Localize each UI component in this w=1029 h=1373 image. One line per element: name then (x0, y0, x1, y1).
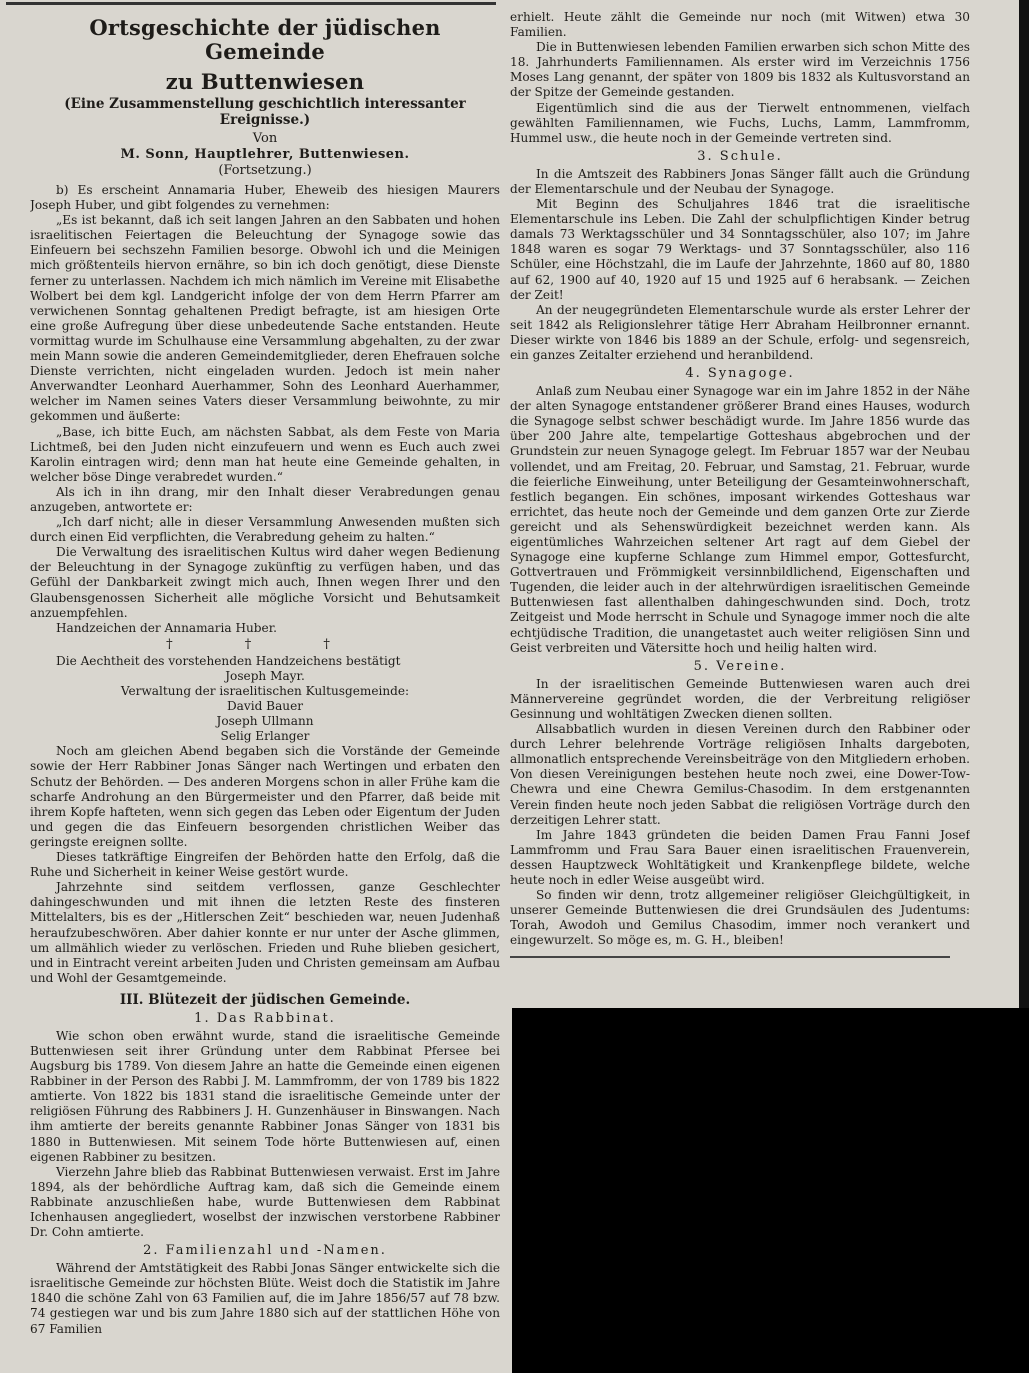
paragraph: In der israelitischen Gemeinde Buttenwiesen waren auch drei Männervereine gegründet worden, die der Verbreitung religiöser Gesinnung und wohltätigen Zwecken dienen sollten. (510, 676, 970, 721)
paragraph: Wie schon oben erwähnt wurde, stand die israelitische Gemeinde Buttenwiesen seit ihrer Gründung unter dem Rabbinat Pfersee bei Augsburg bis 1789. Von diesem Jahre an hatte die Gemeinde einen eigenen Rabbiner in der Person des Rabbi J. M. Lammfromm, der von 1789 bis 1822 amtierte. Von 1822 bis 1831 stand die israelitische Gemeinde unter der religiösen Führung des Rabbiners J. H. Gunzenhäuser in Binswangen. Nach ihm amtierte der bereits genannte Rabbiner Jonas Sänger von 1831 bis 1880 in Buttenwiesen. Mit seinem Tode hörte Buttenwiesen auf, einen eigenen Rabbiner zu besitzen. (30, 1028, 500, 1164)
paragraph: Die Verwaltung des israelitischen Kultus wird daher wegen Bedienung der Beleuchtung in der Synagoge zukünftig zu verfügen haben, und das Gefühl der Dankbarkeit zwingt mich auch, Ihnen wegen Ihrer und den Glaubensgenossen Sicherheit alle mögliche Vorsicht und Behutsamkeit anzuempfehlen. (30, 545, 500, 620)
paragraph: erhielt. Heute zählt die Gemeinde nur noch (mit Witwen) etwa 30 Familien. (510, 10, 970, 40)
paragraph: Während der Amtstätigkeit des Rabbi Jonas Sänger entwickelte sich die israelitische Gemeinde zur höchsten Blüte. Weist doch die Statistik im Jahre 1840 die schöne Zahl von 63 Familien auf, die im Jahre 1856/57 auf 78 bzw. 74 gestiegen war und bis zum Jahre 1880 sich auf der stattlichen Höhe von 67 Familien (30, 1261, 500, 1336)
paragraph: „Base, ich bitte Euch, am nächsten Sabbat, als dem Feste von Maria Lichtmeß, bei den Juden nicht einzufeuern und wenn es Euch auch zwei Karolin eintragen wird; denn man hat heute eine Gemeinde gehalten, in welcher böse Dinge verabredet wurden.“ (30, 424, 500, 484)
byline-von: Von (252, 131, 278, 146)
paragraph: „Ich darf nicht; alle in dieser Versammlung Anwesenden mußten sich durch einen Eid verpflichten, die Verabredung geheim zu halten.“ (30, 515, 500, 545)
subsection-heading: 5. Vereine. (693, 658, 787, 674)
paragraph: Noch am gleichen Abend begaben sich die Vorstände der Gemeinde sowie der Herr Rabbiner Jonas Sänger nach Wertingen und erbaten den Schutz der Behörden. — Des anderen Morgens schon in aller Frühe kam die scharfe Androhung an den Bürgermeister und den Pfarrer, daß beide mit ihrem Kopfe hafteten, wenn sich gegen das Leben oder Eigentum der Juden und gegen die das Einfeuern besorgenden christlichen Weiber das geringste ereignen sollte. (30, 744, 500, 849)
paragraph: „Es ist bekannt, daß ich seit langen Jahren an den Sabbaten und hohen israelitischen Feiertagen die Beleuchtung der Synagoge sowie das Einfeuern bei sechszehn Familien besorge. Obwohl ich und die Meinigen mich größtenteils hiervon ernähre, so bin ich doch genötigt, diese Dienste ferner zu unterlassen. Nachdem ich mich nämlich im Vereine mit Elisabethe Wolbert bei dem kgl. Landgericht infolge der von dem Herrn Pfarrer am verwichenen Sonntag gehaltenen Predigt befragte, ist am hiesigen Orte eine große Aufregung über diese unbedeutende Sache entstanden. Heute vormittag wurde im Schulhause eine Versammlung abgehalten, zu der zwar mein Mann sowie die anderen Gemeindemitglieder, deren Ehefrauen solche Dienste verrichten, nicht eingeladen wurden. Jedoch ist mein naher Anverwandter Leonhard Auerhammer, Sohn des Leonhard Auerhammer, welcher im Namen seines Vaters dieser Versammlung beiwohnte, zu mir gekommen und äußerte: (30, 213, 500, 424)
paragraph: Anlaß zum Neubau einer Synagoge war ein im Jahre 1852 in der Nähe der alten Synagoge entstandener größerer Brand eines Hauses, wodurch die Synagoge selbst schwer beschädigt wurde. Im Jahre 1856 wurde das über 200 Jahre alte, tempelartige Gotteshaus abgebrochen und der Grundstein zur neuen Synagoge gelegt. Im Februar 1857 war der Neubau vollendet, und am Freitag, 20. Februar, und Samstag, 21. Februar, wurde die feierliche Einweihung, unter Beteiligung der Gesamteinwohnerschaft, festlich begangen. Ein schönes, imposant wirkendes Gotteshaus war errichtet, das heute noch der Gemeinde und dem ganzen Orte zur Zierde gereicht und als Sehenswürdigkeit bezeichnet werden kann. Als eigentümliches Wahrzeichen seltener Art ragt auf dem Giebel der Synagoge eine kupferne Schlange zum Himmel empor, Gottesfurcht, Gottvertrauen und Frömmigkeit versinnbildlichend, Eigenschaften und Tugenden, die leider auch in der altehrwürdigen israelitischen Gemeinde Buttenwiesen fast allenthalben dahingeschwunden sind. Doch, trotz Zeitgeist und Mode herrscht in Schule und Synagoge immer noch die alte echtjüdische Tradition, die unangetastet auch weiter religiösen Sinn und Geist verbreiten und Vätersitte hoch und heilig halten wird. (510, 384, 970, 655)
paragraph: Die in Buttenwiesen lebenden Familien erwarben sich schon Mitte des 18. Jahrhunderts Familiennamen. Als erster wird im Verzeichnis 1756 Moses Lang genannt, der später von 1809 bis 1832 als Kultusvorstand an der Spitze der Gemeinde gestanden. (510, 40, 970, 100)
paragraph: In die Amtszeit des Rabbiners Jonas Sänger fällt auch die Gründung der Elementarschule und der Neubau der Synagoge. (510, 166, 970, 196)
article-subtitle: (Eine Zusammenstellung geschichtlich interessanter Ereignisse.) (64, 96, 466, 128)
right-column (510, 10, 970, 1000)
paragraph: Eigentümlich sind die aus der Tierwelt entnommenen, vielfach gewählten Familiennamen, wie Fuchs, Luchs, Lamm, Lammfromm, Hummel usw., die heute noch in der Gemeinde vertreten sind. (510, 100, 970, 145)
top-rule (6, 2, 496, 5)
section-heading: III. Blütezeit der jüdischen Gemeinde. (119, 991, 411, 1008)
paragraph: Dieses tatkräftige Eingreifen der Behörden hatte den Erfolg, daß die Ruhe und Sicherheit in keiner Weise gestört wurde. (30, 850, 500, 880)
continuation-note: (Fortsetzung.) (218, 163, 312, 178)
article-title-line2: zu Buttenwiesen (165, 69, 365, 94)
end-rule (510, 956, 950, 958)
paragraph: b) Es erscheint Annamaria Huber, Eheweib des hiesigen Maurers Joseph Huber, und gibt folgendes zu vernehmen: (30, 183, 500, 213)
paragraph: Allsabbatlich wurden in diesen Vereinen durch den Rabbiner oder durch Lehrer belehrende Vorträge religiösen Inhalts dargeboten, allmonatlich entsprechende Vereinsbeiträge von den Mitgliedern erhoben. Von diesen Vereinigungen bestehen heute noch zwei, eine Dower-Tow-Chewra und eine Chewra Gemilus-Chasodim. In dem erstgenannten Verein finden heute noch jeden Sabbat die religiösen Vorträge durch den derzeitigen Lehrer statt. (510, 722, 970, 827)
paragraph: So finden wir denn, trotz allgemeiner religiöser Gleichgültigkeit, in unserer Gemeinde Buttenwiesen die drei Grundsäulen des Judentums: Torah, Awodoh und Gemilus Chasodim, immer noch verankert und eingewurzelt. So möge es, m. G. H., bleiben! (510, 888, 970, 948)
subsection-heading: 1. Das Rabbinat. (194, 1010, 336, 1026)
paragraph: Als ich in ihn drang, mir den Inhalt dieser Verabredungen genau anzugeben, antwortete er: (30, 484, 500, 514)
signature-line: Joseph Ullmann (216, 714, 314, 729)
signature-line: Joseph Mayr. (225, 668, 305, 683)
signature-line: Verwaltung der israelitischen Kultusgemeinde: (120, 684, 410, 698)
subsection-heading: 4. Synagoge. (685, 366, 795, 382)
subsection-heading: 3. Schule. (697, 148, 783, 164)
signature-line: David Bauer (226, 699, 304, 714)
signature-crosses: † † † (166, 636, 364, 652)
paragraph: An der neugegründeten Elementarschule wurde als erster Lehrer der seit 1842 als Religionslehrer tätige Herr Abraham Heilbronner ernannt. Dieser wirkte von 1846 bis 1889 an der Schule, erfolg- und segensreich, ein ganzes Zeitalter erziehend und heranbildend. (510, 302, 970, 362)
paragraph: Vierzehn Jahre blieb das Rabbinat Buttenwiesen verwaist. Erst im Jahre 1894, als der behördliche Auftrag kam, daß sich die Gemeinde einem Rabbinate anzuschließen habe, wurde Buttenwiesen dem Rabbinat Ichenhausen angegliedert, woselbst der inzwischen verstorbene Rabbiner Dr. Cohn amtierte. (30, 1164, 500, 1240)
scan-blank-area (512, 1008, 1029, 1373)
byline-author: M. Sonn, Hauptlehrer, Buttenwiesen. (120, 147, 410, 162)
signature-line: Selig Erlanger (220, 729, 310, 744)
paragraph: Jahrzehnte sind seitdem verflossen, ganze Geschlechter dahingeschwunden und mit ihnen die letzten Reste des finsteren Mittelalters, bis es der „Hitlerschen Zeit“ beschieden war, neuen Judenhaß heraufzubeschwören. Aber dahier konnte er nur unter der Asche glimmen, um allmählich wieder zu verlöschen. Frieden und Ruhe blieben gesichert, und in Eintracht vereint arbeiten Juden und Christen gemeinsam am Aufbau und Wohl der Gesamtgemeinde. (30, 880, 500, 985)
paragraph: Die Aechtheit des vorstehenden Handzeichens bestätigt (56, 653, 401, 668)
article-title-line1: Ortsgeschichte der jüdischen Gemeinde (89, 15, 441, 64)
paragraph: Mit Beginn des Schuljahres 1846 trat die israelitische Elementarschule ins Leben. Die Zahl der schulpflichtigen Kinder betrug damals 73 Werktagsschüler und 34 Sonntagsschüler, also 107; im Jahre 1848 waren es sogar 79 Werktags- und 37 Sonntagsschüler, also 116 Schüler, eine Höchstzahl, die im Laufe der Jahrzehnte, 1860 auf 80, 1880 auf 62, 1900 auf 40, 1920 auf 15 und 1925 auf 6 herabsank. — Zeichen der Zeit! (510, 197, 970, 302)
paragraph: Handzeichen der Annamaria Huber. (56, 620, 277, 635)
subsection-heading: 2. Familienzahl und -Namen. (143, 1243, 387, 1259)
paragraph: Im Jahre 1843 gründeten die beiden Damen Frau Fanni Josef Lammfromm und Frau Sara Bauer einen israelitischen Frauenverein, dessen Hauptzweck Wohltätigkeit und Krankenpflege bildete, welche heute noch in edler Weise ausgeübt wird. (510, 827, 970, 887)
scan-edge (1019, 0, 1029, 1008)
left-column (30, 10, 500, 1365)
